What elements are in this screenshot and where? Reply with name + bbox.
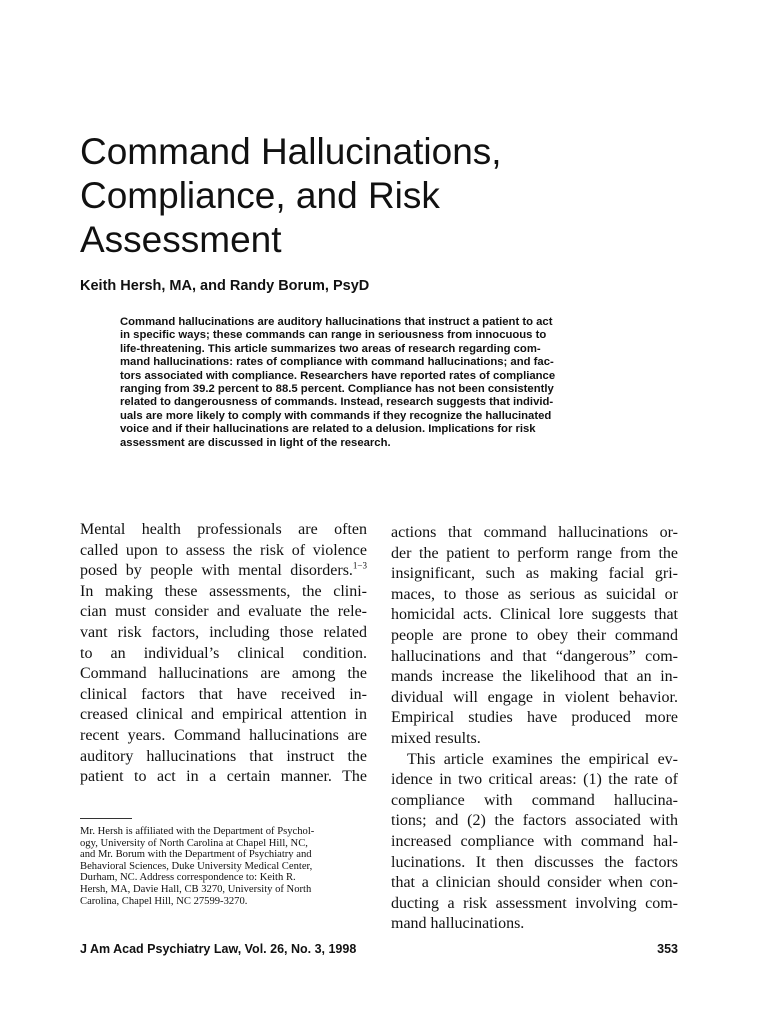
body-line: Mental health professionals are often: [80, 521, 367, 538]
journal-citation: J Am Acad Psychiatry Law, Vol. 26, No. 3, 1998: [80, 942, 357, 956]
body-line: der the patient to perform range from the: [391, 544, 678, 562]
body-line: lucinations. It then discusses the factors: [391, 853, 678, 871]
body-line: idence in two critical areas: (1) the rate of: [391, 771, 678, 789]
body-line: Command hallucinations are among the: [80, 665, 367, 683]
body-line: insignificant, such as making facial gri-: [391, 565, 678, 583]
body-line: compliance with command hallucina-: [391, 791, 678, 809]
abstract-line: tors associated with compliance. Researchers have reported rates of compliance: [120, 369, 556, 382]
body-line: cian must consider and evaluate the rele-: [80, 603, 367, 621]
body-line: ducting a risk assessment involving com-: [391, 894, 678, 912]
body-line: auditory hallucinations that instruct the: [80, 747, 367, 765]
abstract-line: mand hallucinations: rates of compliance with command hallucinations; and fac-: [120, 356, 554, 369]
abstract-line: ranging from 39.2 percent to 88.5 percent. Compliance has not been consistently: [120, 383, 554, 396]
body-line: Empirical studies have produced more: [391, 709, 678, 727]
body-line: creased clinical and empirical attention in: [80, 706, 367, 724]
abstract-line: in specific ways; these commands can range in seriousness from innocuous to: [120, 329, 547, 342]
body-line: dividual will engage in violent behavior.: [391, 688, 678, 706]
title-line-3: Assessment: [80, 219, 282, 260]
author-affiliation-footnote: [80, 826, 367, 907]
body-line: homicidal acts. Clinical lore suggests that: [391, 606, 678, 624]
body-line: recent years. Command hallucinations are: [80, 726, 367, 744]
body-line: increased compliance with command hal-: [391, 832, 678, 850]
footnote-line: ogy, University of North Carolina at Chapel Hill, NC,: [80, 837, 308, 849]
body-line: clinical factors that have received in-: [80, 685, 367, 703]
body-line: called upon to assess the risk of violence: [80, 541, 367, 559]
body-line-with-citation: [80, 561, 367, 582]
title-line-2: Compliance, and Risk: [80, 175, 440, 216]
article-title: [80, 130, 700, 262]
abstract-line: Command hallucinations are auditory hallucinations that instruct a patient to act: [120, 316, 553, 328]
body-text: posed by people with mental disorders.: [80, 562, 353, 580]
body-line: patient to act in a certain manner. The: [80, 768, 367, 786]
footnote-line: Mr. Hersh is affiliated with the Department of Psychol-: [80, 826, 315, 837]
footnote-line: Behavioral Sciences, Duke University Medical Center,: [80, 860, 313, 872]
body-line: vant risk factors, including those related: [80, 623, 367, 641]
footnote-divider: [80, 818, 132, 819]
citation-superscript: 1−3: [352, 560, 367, 571]
body-line: mands increase the likelihood that an in-: [391, 668, 678, 686]
abstract: [120, 316, 650, 450]
body-line: hallucinations and that “dangerous” com-: [391, 647, 678, 665]
title-line-1: Command Hallucinations,: [80, 131, 502, 172]
author-line: Keith Hersh, MA, and Randy Borum, PsyD: [80, 278, 370, 294]
body-column-right: [391, 523, 678, 935]
footnote-line: Hersh, MA, Davie Hall, CB 3270, University of North: [80, 883, 312, 895]
body-line: tions; and (2) the factors associated with: [391, 812, 678, 830]
abstract-line: related to dangerousness of commands. Instead, research suggests that individ-: [120, 396, 554, 409]
abstract-line: voice and if their hallucinations are related to a delusion. Implications for risk: [120, 423, 536, 436]
body-line: In making these assessments, the clini-: [80, 582, 367, 600]
body-line: mand hallucinations.: [391, 915, 525, 933]
abstract-line: life-threatening. This article summarizes two areas of research regarding com-: [120, 342, 541, 355]
body-line: to an individual’s clinical condition.: [80, 644, 367, 662]
body-column-left: [80, 520, 367, 788]
footnote-line: Carolina, Chapel Hill, NC 27599-3270.: [80, 895, 248, 907]
body-line: that a clinician should consider when con-: [391, 874, 678, 892]
abstract-line: assessment are discussed in light of the research.: [120, 436, 391, 449]
body-line: This article examines the empirical ev-: [407, 750, 678, 768]
body-line: maces, to those as serious as suicidal or: [391, 585, 678, 603]
footnote-line: and Mr. Borum with the Department of Psychiatry and: [80, 849, 312, 861]
page-number: 353: [657, 942, 678, 956]
footnote-line: Durham, NC. Address correspondence to: Keith R.: [80, 872, 296, 884]
body-line: mixed results.: [391, 729, 481, 747]
body-line: people are prone to obey their command: [391, 626, 678, 644]
abstract-line: uals are more likely to comply with commands if they recognize the hallucinated: [120, 409, 552, 422]
body-line: actions that command hallucinations or-: [391, 524, 678, 541]
